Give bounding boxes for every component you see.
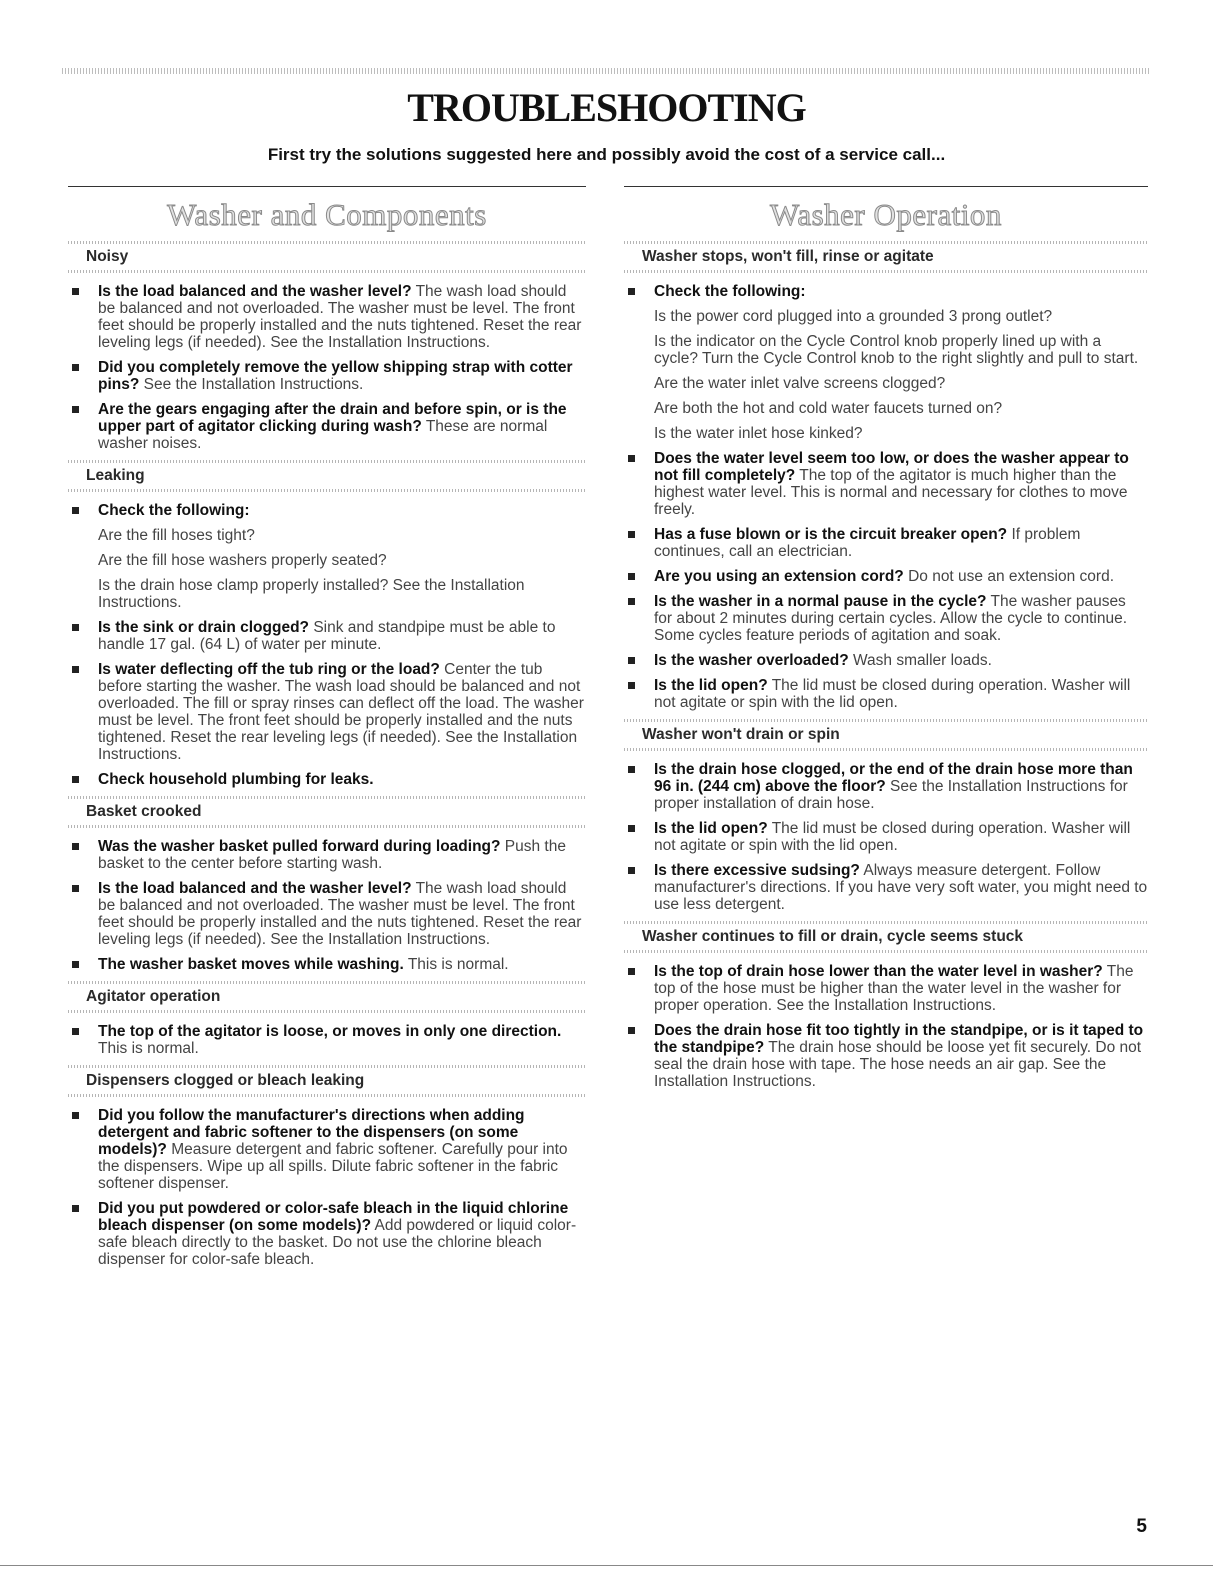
- dotted-rule: [624, 270, 1148, 273]
- answer-text: The top of the agitator is much higher than the highest water level. This is normal and necessary for clothes to move freely.: [654, 467, 1128, 518]
- bullet-icon: [628, 531, 635, 538]
- trouble-section: [68, 241, 586, 452]
- column-heading: Washer Operation: [770, 197, 1002, 232]
- question-text: Is the sink or drain clogged?: [98, 619, 310, 636]
- item-list: [68, 838, 586, 973]
- trouble-section: [68, 981, 586, 1057]
- answer-text: Wash smaller loads.: [848, 652, 992, 669]
- bullet-icon: [628, 657, 635, 664]
- question-text: Is the load balanced and the washer level?: [98, 283, 412, 300]
- list-item: [624, 677, 1148, 711]
- question-text: Did you completely remove the yellow shipping strap with cotter pins?: [98, 359, 573, 393]
- dotted-rule: [68, 489, 586, 492]
- bullet-icon: [72, 1028, 79, 1035]
- answer-text: This is normal.: [98, 1040, 199, 1057]
- question-text: Is the lid open?: [654, 677, 768, 694]
- item-list: [624, 761, 1148, 913]
- bullet-icon: [72, 843, 79, 850]
- list-item: [68, 1200, 586, 1268]
- trouble-section: [624, 921, 1148, 1090]
- dotted-rule: [68, 1010, 586, 1013]
- list-item: [68, 956, 586, 973]
- bullet-icon: [628, 968, 635, 975]
- list-item: [68, 359, 586, 393]
- list-item: [624, 820, 1148, 854]
- item-list: [68, 1107, 586, 1268]
- check-line: Is the power cord plugged into a grounded 3 prong outlet?: [654, 308, 1053, 325]
- list-item: [624, 568, 1148, 585]
- trouble-section: [624, 241, 1148, 711]
- column-rule: [68, 186, 586, 187]
- question-text: Are you using an extension cord?: [654, 568, 904, 585]
- answer-text: The washer pauses for about 2 minutes during certain cycles. Allow the cycle to continue. Some cycles feature periods of agitation and soak.: [654, 593, 1127, 644]
- check-line: Are the water inlet valve screens clogged?: [654, 375, 946, 392]
- trouble-section: [68, 1065, 586, 1268]
- bullet-icon: [72, 1205, 79, 1212]
- question-text: Is water deflecting off the tub ring or the load?: [98, 661, 440, 678]
- question-text: Is there excessive sudsing?: [654, 862, 860, 879]
- question-text: Is the washer in a normal pause in the cycle?: [654, 593, 987, 610]
- bullet-icon: [628, 455, 635, 462]
- answer-text: Center the tub before starting the washer. The wash load should be balanced and not overloaded. The fill or spray rinses can deflect off the load. The washer must be level. The front feet should be properly installed and the nuts tightened. Reset the rear leveling legs (if needed). See the Installation Instructions.: [98, 661, 584, 763]
- check-line: Are both the hot and cold water faucets turned on?: [654, 400, 1003, 417]
- answer-text: The lid must be closed during operation. Washer will not agitate or spin with the lid open.: [654, 820, 1131, 854]
- question-text: Does the water level seem too low, or does the washer appear to not fill completely?: [654, 450, 1129, 484]
- bullet-icon: [628, 573, 635, 580]
- list-item: [68, 619, 586, 653]
- question-text: Has a fuse blown or is the circuit breaker open?: [654, 526, 1008, 543]
- item-list: [68, 283, 586, 452]
- list-item: [68, 283, 586, 351]
- list-item: [624, 761, 1148, 812]
- bullet-icon: [72, 961, 79, 968]
- bullet-icon: [628, 682, 635, 689]
- section-title: Basket crooked: [86, 803, 202, 820]
- list-item: [68, 771, 586, 788]
- question-text: Does the drain hose fit too tightly in the standpipe, or is it taped to the standpipe?: [654, 1022, 1144, 1056]
- right-column: [624, 186, 1148, 1098]
- bullet-icon: [628, 825, 635, 832]
- dotted-rule: [68, 270, 586, 273]
- answer-text: See the Installation Instructions for proper installation of drain hose.: [654, 778, 1128, 812]
- list-item: [68, 502, 586, 611]
- answer-text: The lid must be closed during operation. Washer will not agitate or spin with the lid open.: [654, 677, 1131, 711]
- answer-text: Sink and standpipe must be able to handle 17 gal. (64 L) of water per minute.: [98, 619, 556, 653]
- list-item: [624, 1022, 1148, 1090]
- dotted-rule: [68, 825, 586, 828]
- trouble-section: [624, 719, 1148, 913]
- bullet-icon: [72, 507, 79, 514]
- question-text: Is the drain hose clogged, or the end of the drain hose more than 96 in. (244 cm) above the floor?: [654, 761, 1133, 795]
- section-title: Washer continues to fill or drain, cycle seems stuck: [642, 928, 1024, 945]
- dotted-rule: [68, 1094, 586, 1097]
- check-line: Are the fill hoses tight?: [98, 527, 255, 544]
- list-item: [68, 1107, 586, 1192]
- section-list: [624, 241, 1148, 1090]
- section-title: Agitator operation: [86, 988, 221, 1005]
- question-text: The washer basket moves while washing.: [98, 956, 404, 973]
- list-item: [624, 963, 1148, 1014]
- answer-text: If problem continues, call an electrician.: [654, 526, 1081, 560]
- trouble-section: [68, 460, 586, 788]
- question-text: The top of the agitator is loose, or moves in only one direction.: [98, 1023, 562, 1040]
- question-text: Are the gears engaging after the drain and before spin, or is the upper part of agitator clicking during wash?: [98, 401, 567, 435]
- answer-text: These are normal washer noises.: [98, 418, 548, 452]
- column-rule: [624, 186, 1148, 187]
- list-item: [624, 593, 1148, 644]
- answer-text: This is normal.: [403, 956, 509, 973]
- bullet-icon: [72, 288, 79, 295]
- question-text: Check household plumbing for leaks.: [98, 771, 374, 788]
- page-title: TROUBLESHOOTING: [407, 85, 806, 130]
- answer-text: Push the basket to the center before starting wash.: [98, 838, 566, 872]
- question-text: Did you put powdered or color-safe bleach in the liquid chlorine bleach dispenser (on some models)?: [98, 1200, 569, 1234]
- question-text: Check the following:: [654, 283, 806, 300]
- answer-text: Measure detergent and fabric softener. Carefully pour into the dispensers. Wipe up all spills. Dilute fabric softener in the fabric softener dispenser.: [98, 1141, 568, 1192]
- bullet-icon: [72, 885, 79, 892]
- question-text: Was the washer basket pulled forward during loading?: [98, 838, 501, 855]
- list-item: [68, 401, 586, 452]
- check-line: Are the fill hose washers properly seated?: [98, 552, 387, 569]
- bottom-rule: [0, 1565, 1213, 1566]
- answer-text: See the Installation Instructions.: [139, 376, 364, 393]
- list-item: [68, 1023, 586, 1057]
- answer-text: Add powdered or liquid color-safe bleach directly to the basket. Do not use the chlorine bleach dispenser for color-safe bleach.: [98, 1217, 577, 1268]
- bullet-icon: [72, 406, 79, 413]
- question-text: Is the lid open?: [654, 820, 768, 837]
- check-line: Is the water inlet hose kinked?: [654, 425, 863, 442]
- item-list: [68, 502, 586, 788]
- question-text: Check the following:: [98, 502, 250, 519]
- section-title: Dispensers clogged or bleach leaking: [86, 1072, 365, 1089]
- page-subtitle: First try the solutions suggested here and possibly avoid the cost of a service call...: [267, 145, 946, 164]
- bullet-icon: [628, 288, 635, 295]
- dotted-rule: [624, 748, 1148, 751]
- list-item: [68, 880, 586, 948]
- list-item: [624, 652, 1148, 669]
- check-line: Is the drain hose clamp properly installed? See the Installation Instructions.: [98, 577, 525, 611]
- bullet-icon: [72, 666, 79, 673]
- top-decorative-band: [62, 68, 1150, 74]
- item-list: [624, 963, 1148, 1090]
- section-title: Leaking: [86, 467, 145, 484]
- list-item: [624, 862, 1148, 913]
- column-heading: Washer and Components: [167, 197, 487, 232]
- bullet-icon: [628, 867, 635, 874]
- list-item: [624, 283, 1148, 442]
- trouble-section: [68, 796, 586, 973]
- item-list: [68, 1023, 586, 1057]
- answer-text: The wash load should be balanced and not overloaded. The washer must be level. The front feet should be properly installed and the nuts tightened. Reset the rear leveling legs (if needed). See the Installation Instructions.: [98, 880, 582, 948]
- answer-text: Do not use an extension cord.: [903, 568, 1115, 585]
- section-list: [68, 241, 586, 1268]
- list-item: [68, 838, 586, 872]
- section-title: Noisy: [86, 248, 129, 265]
- page-number: 5: [1136, 1516, 1147, 1537]
- section-title: Washer won't drain or spin: [642, 726, 840, 743]
- item-list: [624, 283, 1148, 711]
- bullet-icon: [628, 1027, 635, 1034]
- answer-text: Always measure detergent. Follow manufacturer's directions. If you have very soft water, you might need to use less detergent.: [654, 862, 1148, 913]
- answer-text: The drain hose should be loose yet fit securely. Do not seal the drain hose with tape. The hose needs an air gap. See the Installation Instructions.: [654, 1039, 1142, 1090]
- left-column: [68, 186, 586, 1276]
- bullet-icon: [628, 598, 635, 605]
- section-title: Washer stops, won't fill, rinse or agitate: [642, 248, 934, 265]
- list-item: [68, 661, 586, 763]
- bullet-icon: [72, 1112, 79, 1119]
- bullet-icon: [72, 624, 79, 631]
- list-item: [624, 450, 1148, 518]
- check-line: Is the indicator on the Cycle Control knob properly lined up with a cycle? Turn the Cycle Control knob to the right slightly and pull to start.: [654, 333, 1139, 367]
- bullet-icon: [72, 776, 79, 783]
- answer-text: The wash load should be balanced and not overloaded. The washer must be level. The front feet should be properly installed and the nuts tightened. Reset the rear leveling legs (if needed). See the Installation Instructions.: [98, 283, 582, 351]
- dotted-rule: [624, 950, 1148, 953]
- answer-text: The top of the hose must be higher than the water level in the washer for proper operation. See the Installation Instructions.: [654, 963, 1134, 1014]
- question-text: Is the load balanced and the washer level?: [98, 880, 412, 897]
- question-text: Is the washer overloaded?: [654, 652, 849, 669]
- bullet-icon: [72, 364, 79, 371]
- question-text: Did you follow the manufacturer's directions when adding detergent and fabric softener to the dispensers (on some models)?: [98, 1107, 525, 1158]
- bullet-icon: [628, 766, 635, 773]
- list-item: [624, 526, 1148, 560]
- question-text: Is the top of drain hose lower than the water level in washer?: [654, 963, 1103, 980]
